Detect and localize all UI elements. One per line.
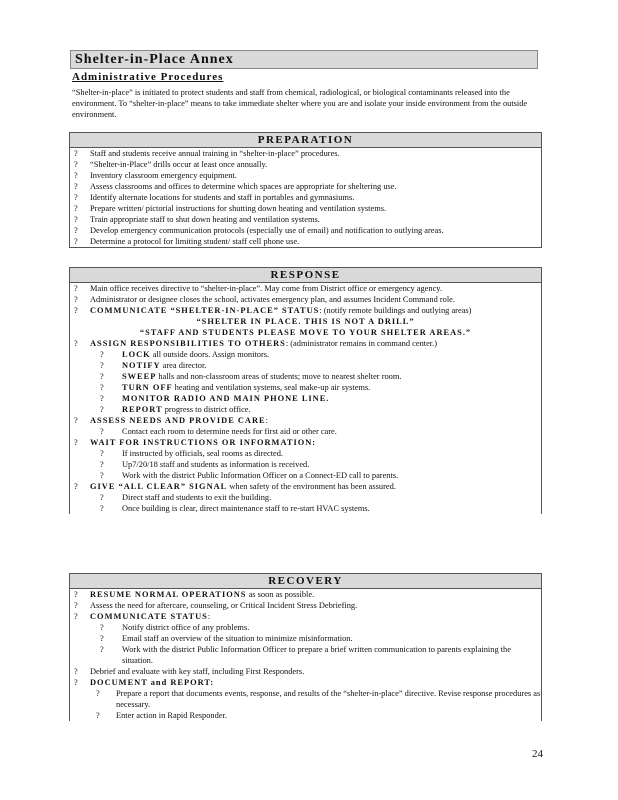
list-item: ? COMMUNICATE STATUS: — [74, 612, 211, 621]
page-number: 24 — [532, 748, 543, 760]
sub-list-item: ? Direct staff and students to exit the building. — [100, 493, 272, 502]
list-item: ? ASSIGN RESPONSIBILITIES TO OTHERS: (administrator remains in command center.) — [74, 339, 438, 348]
sub-list-item: ? Notify district office of any problems. — [100, 623, 250, 632]
sub-list-item: ? Once building is clear, direct maintenance staff to re-start HVAC systems. — [100, 504, 370, 513]
preparation-header: PREPARATION — [70, 132, 541, 148]
sub-list-item: ? Up7/20/18 staff and students as information is received. — [100, 460, 310, 469]
list-item: ? DOCUMENT and REPORT: — [74, 678, 215, 687]
list-item: ? WAIT FOR INSTRUCTIONS OR INFORMATION: — [74, 438, 317, 447]
response-section — [69, 267, 542, 514]
sub-list-item: ? Prepare a report that documents events, response, and results of the “shelter-in-place” directive. Revise response procedures as necessary. — [96, 689, 541, 709]
sub-list-item: ? Work with the district Public Information Officer to prepare a brief written communication to parents explaining the situation. — [100, 645, 511, 665]
list-item: ? Develop emergency communication protocols (especially use of email) and notification to outlying areas. — [74, 226, 444, 235]
recovery-header: RECOVERY — [70, 573, 541, 589]
recovery-section — [69, 573, 542, 721]
list-item: ? Administrator or designee closes the school, activates emergency plan, and assumes Incident Command role. — [74, 295, 455, 304]
sub-list-item: ? Enter action in Rapid Responder. — [96, 711, 227, 720]
list-item: ? “Shelter-in-Place” drills occur at least once annually. — [74, 160, 268, 169]
preparation-section — [69, 132, 542, 248]
sub-list-item: ? Email staff an overview of the situation to minimize misinformation. — [100, 634, 353, 643]
section-subtitle: Administrative Procedures — [72, 71, 224, 83]
list-item: ? Assess classrooms and offices to determine which spaces are appropriate for sheltering use. — [74, 182, 397, 191]
announcement-line: “STAFF AND STUDENTS PLEASE MOVE TO YOUR SHELTER AREAS.” — [139, 328, 472, 337]
list-item: ? Determine a protocol for limiting student/ staff cell phone use. — [74, 237, 300, 246]
list-item: ? Inventory classroom emergency equipment. — [74, 171, 237, 180]
list-item: ? ASSESS NEEDS AND PROVIDE CARE: — [74, 416, 268, 425]
list-item: ? COMMUNICATE “SHELTER-IN-PLACE” STATUS: (notify remote buildings and outlying areas) — [74, 306, 472, 315]
sub-list-item: ? REPORT progress to district office. — [100, 405, 251, 414]
sub-list-item: ? NOTIFY area director. — [100, 361, 207, 370]
list-item: ? Prepare written/ pictorial instructions for shutting down heating and ventilation systems. — [74, 204, 387, 213]
list-item: ? Staff and students receive annual training in “shelter-in-place” procedures. — [74, 149, 340, 158]
list-item: ? GIVE “ALL CLEAR” SIGNAL when safety of the environment has been assured. — [74, 482, 396, 491]
sub-list-item: ? TURN OFF heating and ventilation systems, seal make-up air systems. — [100, 383, 371, 392]
sub-list-item: ? If instructed by officials, seal rooms as directed. — [100, 449, 284, 458]
sub-list-item: ? Contact each room to determine needs for first aid or other care. — [100, 427, 337, 436]
announcement-line: “SHELTER IN PLACE. THIS IS NOT A DRILL” — [196, 317, 415, 326]
list-item: ? RESUME NORMAL OPERATIONS as soon as possible. — [74, 590, 315, 599]
sub-list-item: ? MONITOR RADIO AND MAIN PHONE LINE. — [100, 394, 330, 403]
sub-list-item: ? LOCK all outside doors. Assign monitors. — [100, 350, 270, 359]
response-header: RESPONSE — [70, 267, 541, 283]
annex-title: Shelter-in-Place Annex — [70, 50, 538, 69]
list-item: ? Debrief and evaluate with key staff, including First Responders. — [74, 667, 305, 676]
intro-paragraph: “Shelter-in-place” is initiated to protect students and staff from chemical, radiological, or biological contaminants released into the environment. To “shelter-in-place” means to take immediate shelter where you are and isolate your inside environment from the outside environment. — [72, 88, 528, 119]
list-item: ? Identify alternate locations for students and staff in portables and gymnasiums. — [74, 193, 355, 202]
list-item: ? Main office receives directive to “shelter-in-place”. May come from District office or emergency agency. — [74, 284, 443, 293]
list-item: ? Train appropriate staff to shut down heating and ventilation systems. — [74, 215, 320, 224]
list-item: ? Assess the need for aftercare, counseling, or Critical Incident Stress Debriefing. — [74, 601, 358, 610]
sub-list-item: ? SWEEP halls and non-classroom areas of students; move to nearest shelter room. — [100, 372, 402, 381]
sub-list-item: ? Work with the district Public Information Officer on a Connect-ED call to parents. — [100, 471, 399, 480]
